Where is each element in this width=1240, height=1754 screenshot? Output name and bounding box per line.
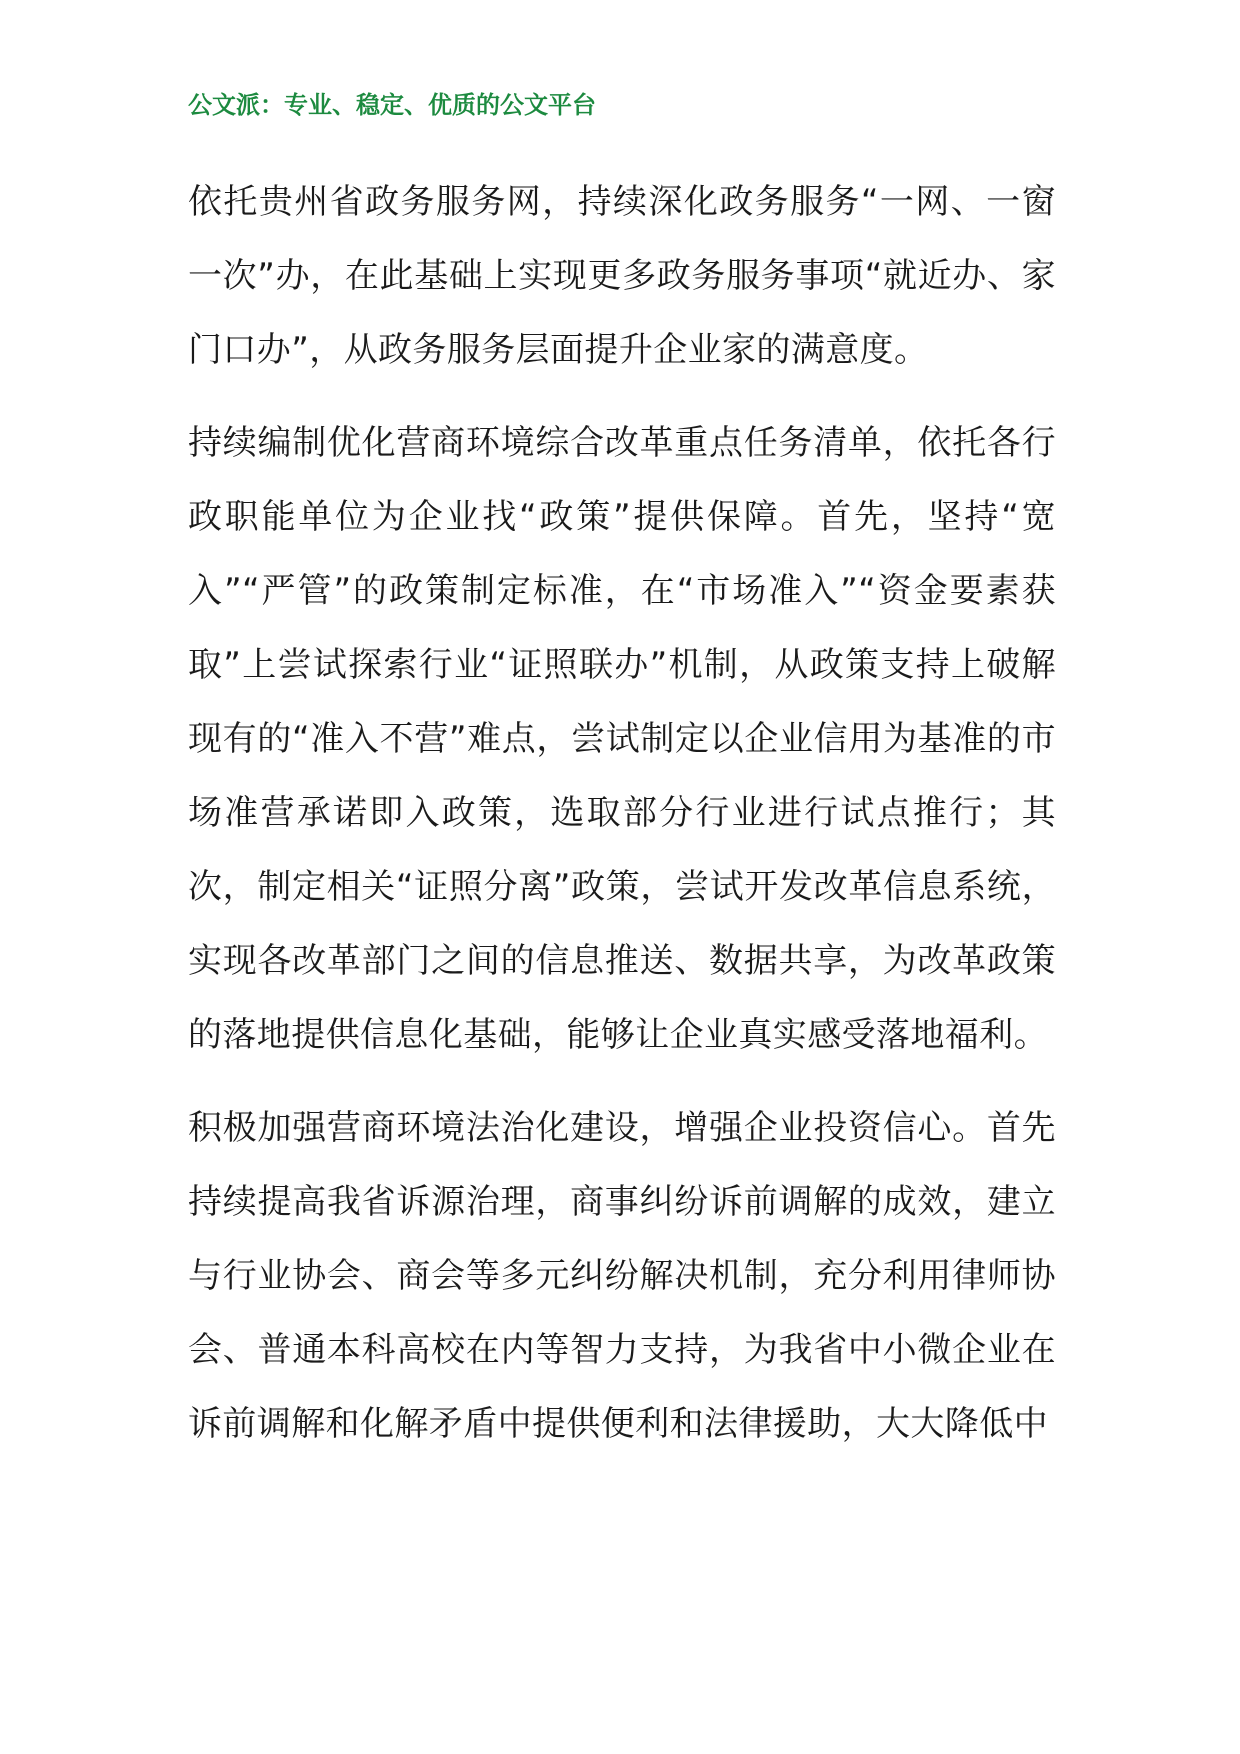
- paragraph-1: 依托贵州省政务服务网，持续深化政务服务“一网、一窗一次”办，在此基础上实现更多政务服务事项“就近办、家门口办”，从政务服务层面提升企业家的满意度。: [188, 182, 1056, 370]
- paragraph-3: 积极加强营商环境法治化建设，增强企业投资信心。首先持续提高我省诉源治理，商事纠纷诉前调解的成效，建立与行业协会、商会等多元纠纷解决机制，充分利用律师协会、普通本科高校在内等智力支持，为我省中小微企业在诉前调解和化解矛盾中提供便利和法律援助，大大降低中: [188, 1108, 1056, 1444]
- header-banner: 公文派：专业、稳定、优质的公文平台: [188, 90, 596, 119]
- document-body: [188, 165, 1056, 1480]
- paragraph-2: 持续编制优化营商环境综合改革重点任务清单，依托各行政职能单位为企业找“政策”提供保障。首先，坚持“宽入”“严管”的政策制定标准，在“市场准入”“资金要素获取”上尝试探索行业“证照联办”机制，从政策支持上破解现有的“准入不营”难点，尝试制定以企业信用为基准的市场准营承诺即入政策，选取部分行业进行试点推行；其次，制定相关“证照分离”政策，尝试开发改革信息系统，实现各改革部门之间的信息推送、数据共享，为改革政策的落地提供信息化基础，能够让企业真实感受落地福利。: [188, 423, 1056, 1055]
